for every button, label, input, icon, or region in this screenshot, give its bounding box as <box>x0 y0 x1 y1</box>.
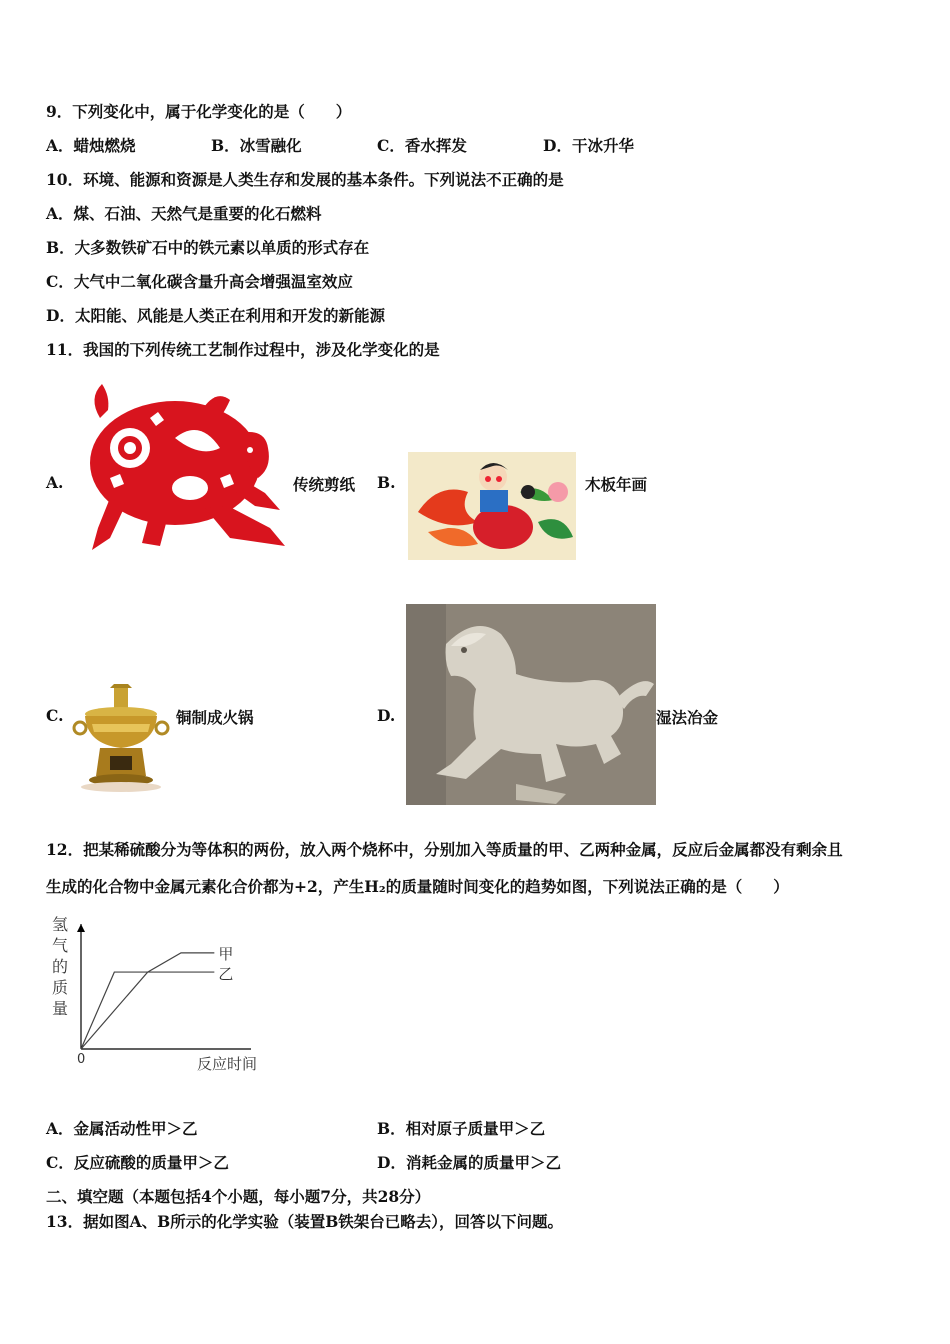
y-axis-label-char: 质 <box>52 978 69 997</box>
horse-relief-image <box>406 604 656 805</box>
y-axis-label-char: 氢 <box>52 915 69 934</box>
q13-stem: 13．据如图A、B所示的化学实验（装置B铁架台已略去），回答以下问题。 <box>46 1212 564 1231</box>
q12-option-b[interactable]: B．相对原子质量甲＞乙 <box>377 1119 546 1138</box>
q10-stem: 10．环境、能源和资源是人类生存和发展的基本条件。下列说法不正确的是 <box>46 170 564 189</box>
q11-option-d-caption: 湿法冶金 <box>656 708 719 727</box>
series-label-yi: 乙 <box>218 965 234 984</box>
q11-option-b-caption: 木板年画 <box>585 475 648 494</box>
q11-option-c-letter[interactable]: C. <box>46 706 64 725</box>
y-axis-label <box>52 915 68 1018</box>
y-axis-label-char: 量 <box>52 999 69 1018</box>
q10-option-b[interactable]: B．大多数铁矿石中的铁元素以单质的形式存在 <box>46 238 370 257</box>
q10-option-a[interactable]: A．煤、石油、天然气是重要的化石燃料 <box>46 204 322 223</box>
x-axis-label: 反应时间 <box>197 1055 258 1073</box>
q11-option-d-letter[interactable]: D. <box>377 706 396 725</box>
hydrogen-mass-chart <box>46 912 286 1077</box>
origin-label: 0 <box>77 1052 86 1067</box>
q10-option-d[interactable]: D．太阳能、风能是人类正在利用和开发的新能源 <box>46 306 385 325</box>
woodblock-painting-image <box>408 452 576 560</box>
q12-option-a[interactable]: A．金属活动性甲＞乙 <box>46 1119 198 1138</box>
q12-stem-line2: 生成的化合物中金属元素化合价都为+2，产生H₂的质量随时间变化的趋势如图，下列说法正确的是（ ） <box>46 877 789 896</box>
section-2-heading: 二、填空题（本题包括4个小题，每小题7分，共28分） <box>46 1187 431 1206</box>
q11-option-b-letter[interactable]: B. <box>377 473 396 492</box>
q9-option-b[interactable]: B．冰雪融化 <box>211 136 302 155</box>
q9-stem: 9．下列变化中，属于化学变化的是（ ） <box>46 102 352 121</box>
y-axis-label-char: 的 <box>52 957 69 976</box>
series-label-jia: 甲 <box>218 944 234 963</box>
q11-option-a-caption: 传统剪纸 <box>293 475 356 494</box>
y-axis-arrow <box>77 924 85 932</box>
copper-hotpot-image <box>72 684 172 794</box>
q9-option-c[interactable]: C．香水挥发 <box>377 136 467 155</box>
q11-option-c-caption: 铜制成火锅 <box>176 708 254 727</box>
q12-stem-line1: 12．把某稀硫酸分为等体积的两份，放入两个烧杯中，分别加入等质量的甲、乙两种金属，反应后金属都没有剩余且 <box>46 840 843 859</box>
series-line-yi <box>81 972 214 1049</box>
q11-stem: 11．我国的下列传统工艺制作过程中，涉及化学变化的是 <box>46 340 440 359</box>
q11-option-a-letter[interactable]: A. <box>46 473 64 492</box>
y-axis-label-char: 气 <box>52 936 69 955</box>
papercut-pig-image <box>80 378 290 564</box>
q12-option-d[interactable]: D．消耗金属的质量甲＞乙 <box>377 1153 561 1172</box>
q9-option-d[interactable]: D．干冰升华 <box>543 136 634 155</box>
q10-option-c[interactable]: C．大气中二氧化碳含量升高会增强温室效应 <box>46 272 353 291</box>
series-line-jia <box>81 953 214 1049</box>
q12-option-c[interactable]: C．反应硫酸的质量甲＞乙 <box>46 1153 229 1172</box>
q9-option-a[interactable]: A．蜡烛燃烧 <box>46 136 136 155</box>
